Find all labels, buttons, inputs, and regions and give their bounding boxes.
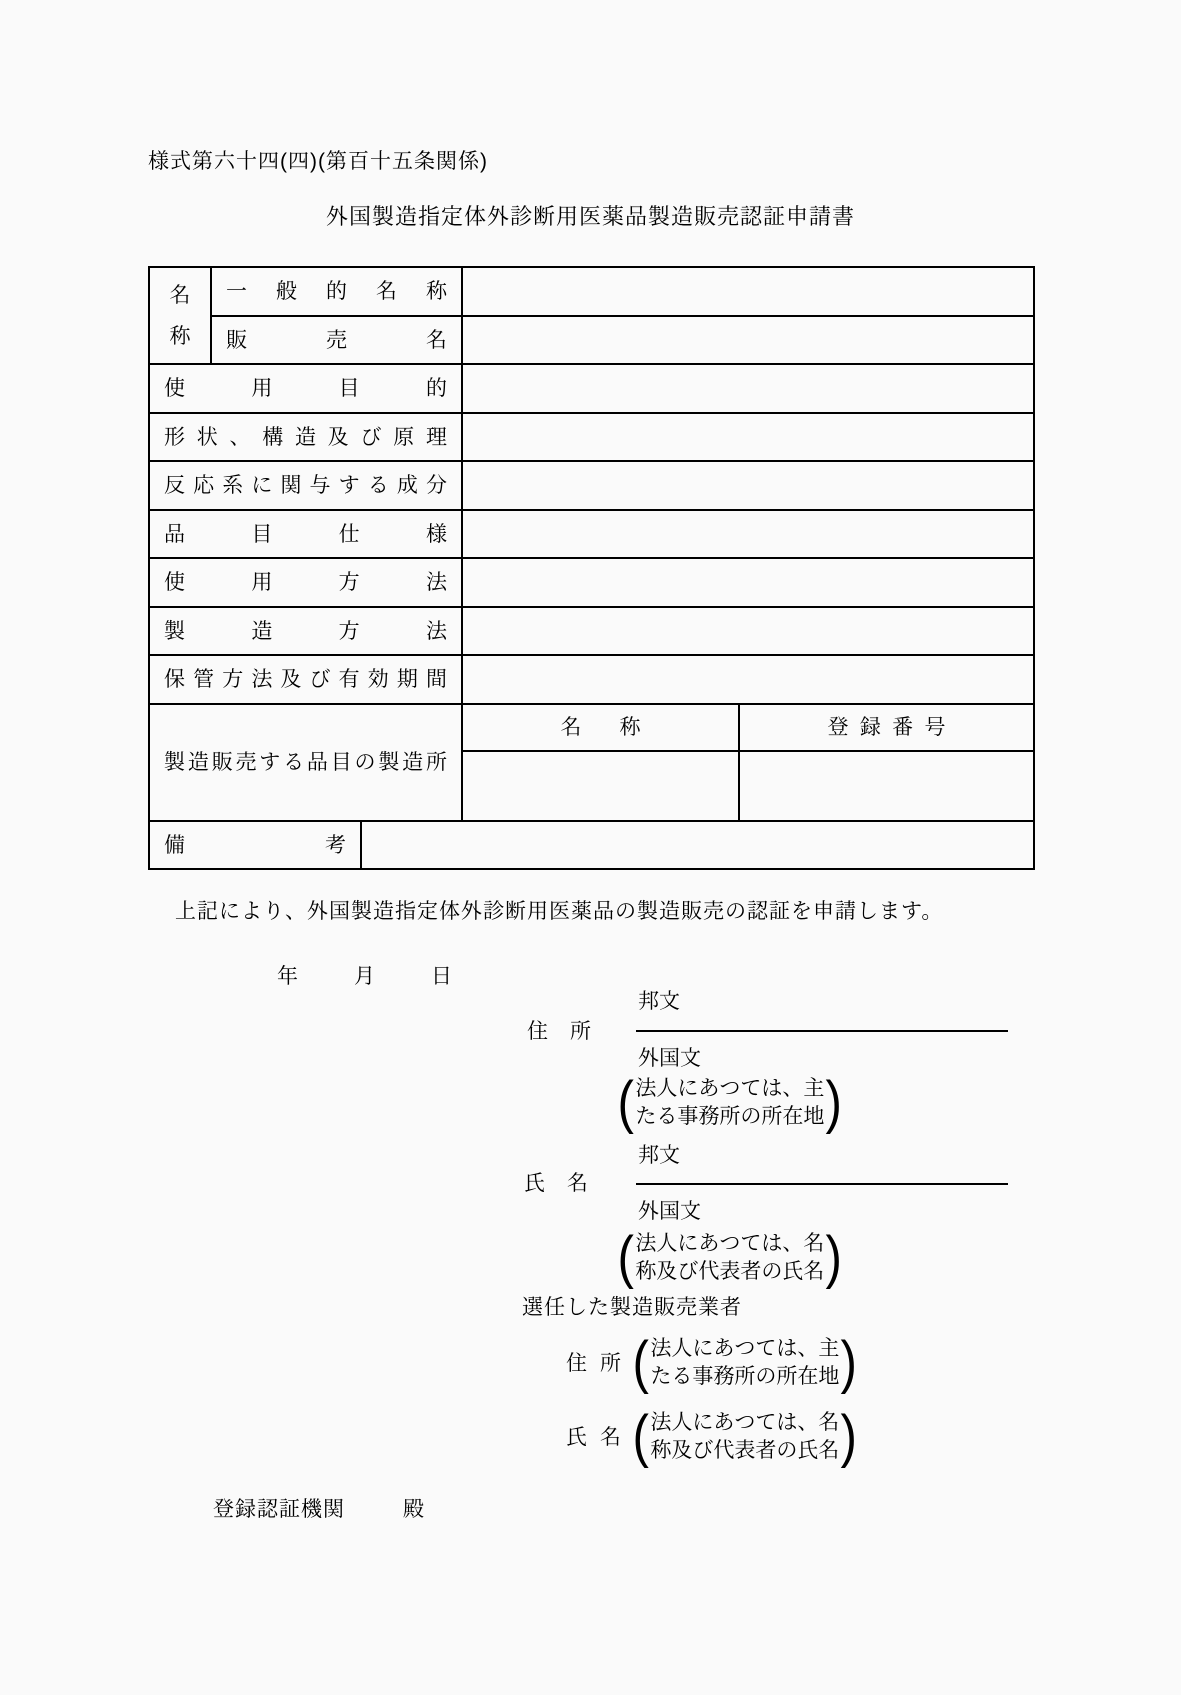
distributor-address-note-line1: 法人にあつては、主 — [650, 1337, 840, 1360]
distributor-name-note-line2: 称及び代表者の氏名 — [650, 1439, 840, 1462]
storage-validity-label-cell — [149, 655, 462, 704]
shape-structure-label: 形 状 、 構 造 及 び 原 理 — [164, 425, 447, 449]
address-corporate-note — [616, 1070, 844, 1135]
distributor-name-note — [631, 1404, 859, 1469]
usage-method-value-cell — [462, 558, 1034, 607]
name-foreign-label: 外国文 — [638, 1200, 701, 1223]
applicant-name-label: 氏 名 — [524, 1172, 588, 1195]
shape-structure-label-cell — [149, 413, 462, 461]
general-name-label-cell — [211, 267, 462, 316]
application-table — [148, 266, 1035, 870]
intended-use-label: 使 用 目 的 — [164, 377, 447, 400]
reaction-components-label-cell — [149, 461, 462, 510]
manufacturing-site-label: 製 造 販 売 す る 品 目 の 製 造 所 — [164, 751, 447, 774]
declaration-text: 上記により、外国製造指定体外診断用医薬品の製造販売の認証を申請します。 — [175, 900, 944, 923]
intended-use-value-cell — [462, 364, 1034, 413]
name-note-line1: 法人にあつては、名 — [635, 1232, 825, 1255]
item-spec-value-cell — [462, 510, 1034, 558]
close-paren: ) — [825, 1225, 843, 1290]
form-number: 様式第六十四(四)(第百十五条関係) — [148, 150, 488, 173]
storage-validity-label: 保 管 方 法 及 び 有 効 期 間 — [164, 668, 447, 691]
general-name-label: 一 般 的 名 称 — [226, 280, 447, 303]
name-japanese-label: 邦文 — [638, 1144, 680, 1167]
recipient-organization: 登録認証機関 — [213, 1498, 345, 1521]
address-note-line2: たる事務所の所在地 — [635, 1105, 825, 1128]
close-paren: ) — [825, 1070, 843, 1135]
month-label: 月 — [354, 965, 375, 988]
date-line — [277, 966, 452, 987]
name-japanese-underline — [636, 1183, 1008, 1185]
shape-structure-value-cell — [462, 413, 1034, 461]
open-paren: ( — [632, 1330, 649, 1395]
usage-method-label-cell — [149, 558, 462, 607]
remarks-label: 備 考 — [164, 833, 346, 857]
storage-validity-value-cell — [462, 655, 1034, 704]
site-registration-header: 登 録 番 号 — [827, 716, 946, 739]
address-japanese-label: 邦文 — [638, 990, 680, 1013]
general-name-value-cell — [462, 267, 1034, 316]
manufacturing-method-label-cell — [149, 607, 462, 655]
manufacturing-site-label-cell — [149, 704, 462, 821]
address-note-line1: 法人にあつては、主 — [635, 1077, 825, 1100]
site-registration-value-cell — [739, 751, 1034, 821]
distributor-name-label: 氏 名 — [566, 1425, 621, 1449]
distributor-name-note-line1: 法人にあつては、名 — [650, 1411, 840, 1434]
page-title: 外国製造指定体外診断用医薬品製造販売認証申請書 — [325, 204, 855, 229]
distributor-name-row — [566, 1404, 859, 1469]
distributor-address-note-line2: たる事務所の所在地 — [650, 1365, 840, 1388]
close-paren: ) — [840, 1330, 858, 1395]
item-spec-label-cell — [149, 510, 462, 558]
applicant-address-label: 住 所 — [527, 1020, 591, 1043]
day-label: 日 — [431, 965, 452, 988]
open-paren: ( — [617, 1225, 634, 1290]
address-japanese-underline — [636, 1030, 1008, 1032]
site-name-value-cell — [462, 751, 739, 821]
manufacturing-method-label: 製 造 方 法 — [164, 619, 447, 643]
site-registration-header-cell — [739, 704, 1034, 751]
close-paren: ) — [840, 1404, 858, 1469]
remarks-value-cell — [361, 821, 1034, 869]
brand-name-label-cell — [211, 316, 462, 364]
open-paren: ( — [617, 1070, 634, 1135]
item-spec-label: 品 目 仕 様 — [164, 522, 447, 546]
manufacturing-method-value-cell — [462, 607, 1034, 655]
reaction-components-value-cell — [462, 461, 1034, 510]
name-group-cell — [149, 267, 211, 364]
site-name-header: 名 称 — [560, 716, 641, 739]
name-corporate-note — [616, 1225, 844, 1290]
distributor-address-label: 住 所 — [566, 1351, 621, 1375]
reaction-components-label: 反 応 系 に 関 与 す る 成 分 — [164, 474, 447, 497]
usage-method-label: 使 用 方 法 — [164, 571, 447, 594]
year-label: 年 — [277, 965, 298, 988]
brand-name-value-cell — [462, 316, 1034, 364]
distributor-heading: 選任した製造販売業者 — [522, 1296, 742, 1319]
site-name-header-cell — [462, 704, 739, 751]
remarks-label-cell — [149, 821, 361, 869]
brand-name-label: 販 売 名 — [226, 328, 447, 352]
open-paren: ( — [632, 1404, 649, 1469]
recipient-line — [213, 1499, 425, 1520]
intended-use-label-cell — [149, 364, 462, 413]
distributor-address-row — [566, 1330, 859, 1395]
address-foreign-label: 外国文 — [638, 1047, 701, 1070]
name-note-line2: 称及び代表者の氏名 — [635, 1260, 825, 1283]
distributor-address-note — [631, 1330, 859, 1395]
recipient-honorific: 殿 — [403, 1498, 425, 1521]
name-group-label: 名 称 — [169, 283, 191, 348]
